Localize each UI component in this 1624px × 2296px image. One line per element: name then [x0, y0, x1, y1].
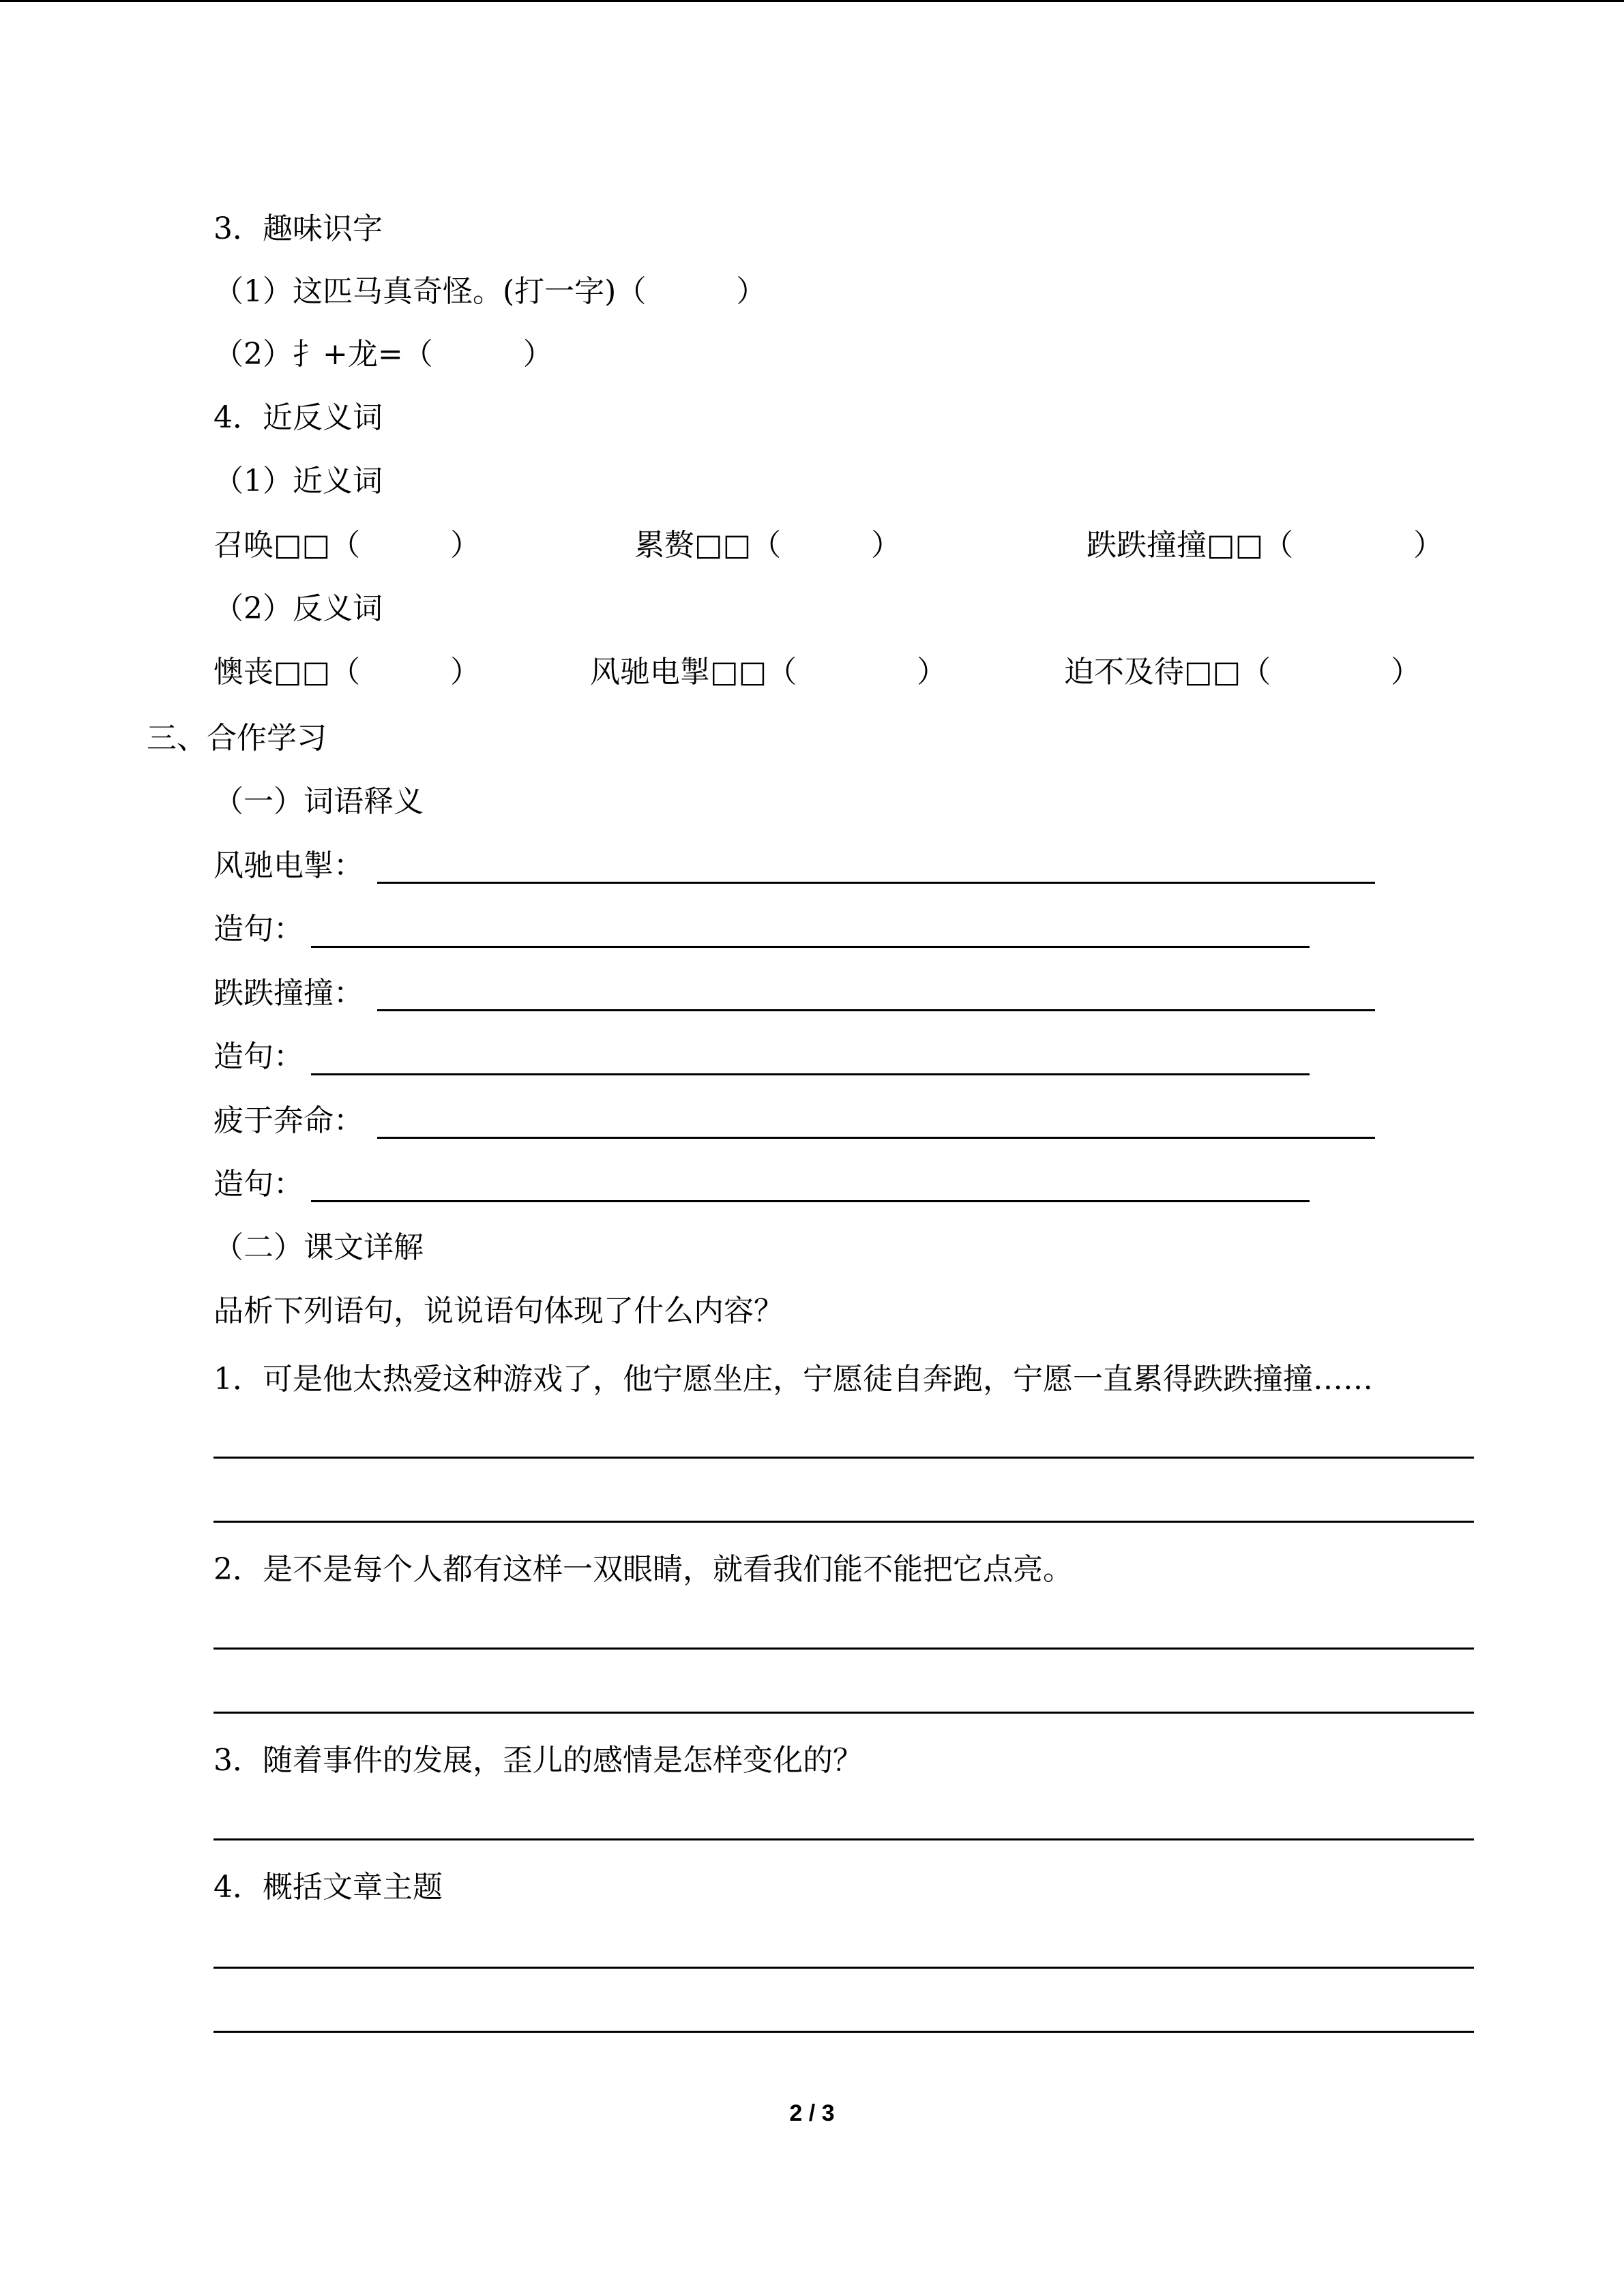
answer-line[interactable] [377, 1137, 1375, 1139]
vocab-word-1: 风驰电掣： [213, 848, 364, 883]
answer-line[interactable] [377, 1009, 1375, 1011]
answer-line[interactable] [213, 1967, 1474, 1969]
answer-line[interactable] [311, 946, 1310, 948]
antonym-item-2: 风驰电掣□□（ ） [590, 655, 947, 689]
answer-line[interactable] [213, 1712, 1474, 1714]
q3-item-2: （2）扌+龙=（ ） [213, 337, 553, 372]
question-4: 4．概括文章主题 [213, 1870, 443, 1905]
vocab-word-3: 疲于奔命： [213, 1103, 364, 1138]
synonym-item-1: 召唤□□（ ） [213, 528, 481, 563]
page-number: 2 / 3 [789, 2100, 835, 2126]
q3-item-1: （1）这匹马真奇怪。(打一字)（ ） [213, 274, 767, 309]
question-2: 2．是不是每个人都有这样一双眼睛，就看我们能不能把它点亮。 [213, 1552, 1073, 1587]
synonym-item-3: 跌跌撞撞□□（ ） [1087, 528, 1444, 563]
synonym-item-2: 累赘□□（ ） [634, 528, 902, 563]
q4-antonym-title: （2）反义词 [213, 591, 383, 626]
q4-synonym-title: （1）近义词 [213, 464, 383, 498]
top-border [0, 0, 1624, 2]
answer-line[interactable] [311, 1073, 1310, 1075]
question-1: 1．可是他太热爱这种游戏了，他宁愿坐庄，宁愿徒自奔跑，宁愿一直累得跌跌撞撞…… [213, 1362, 1373, 1397]
question-3: 3．随着事件的发展，歪儿的感情是怎样变化的？ [213, 1743, 863, 1778]
answer-line[interactable] [213, 2031, 1474, 2033]
answer-line[interactable] [213, 1838, 1474, 1840]
q4-title: 4．近反义词 [213, 400, 383, 435]
answer-line[interactable] [377, 882, 1375, 884]
instruction: 品析下列语句，说说语句体现了什么内容？ [213, 1294, 784, 1328]
antonym-item-1: 懊丧□□（ ） [213, 655, 481, 689]
vocab-section-title: （一）词语释义 [213, 784, 424, 819]
answer-line[interactable] [213, 1521, 1474, 1523]
antonym-item-3: 迫不及待□□（ ） [1064, 655, 1421, 689]
sentence-label-1: 造句： [213, 912, 304, 946]
text-analysis-title: （二）课文详解 [213, 1230, 424, 1265]
q3-title: 3．趣味识字 [213, 211, 383, 246]
vocab-word-2: 跌跌撞撞： [213, 976, 364, 1011]
answer-line[interactable] [213, 1648, 1474, 1650]
part3-title: 三、合作学习 [147, 721, 327, 756]
sentence-label-3: 造句： [213, 1167, 304, 1202]
sentence-label-2: 造句： [213, 1039, 304, 1074]
answer-line[interactable] [311, 1200, 1310, 1202]
answer-line[interactable] [213, 1457, 1474, 1459]
